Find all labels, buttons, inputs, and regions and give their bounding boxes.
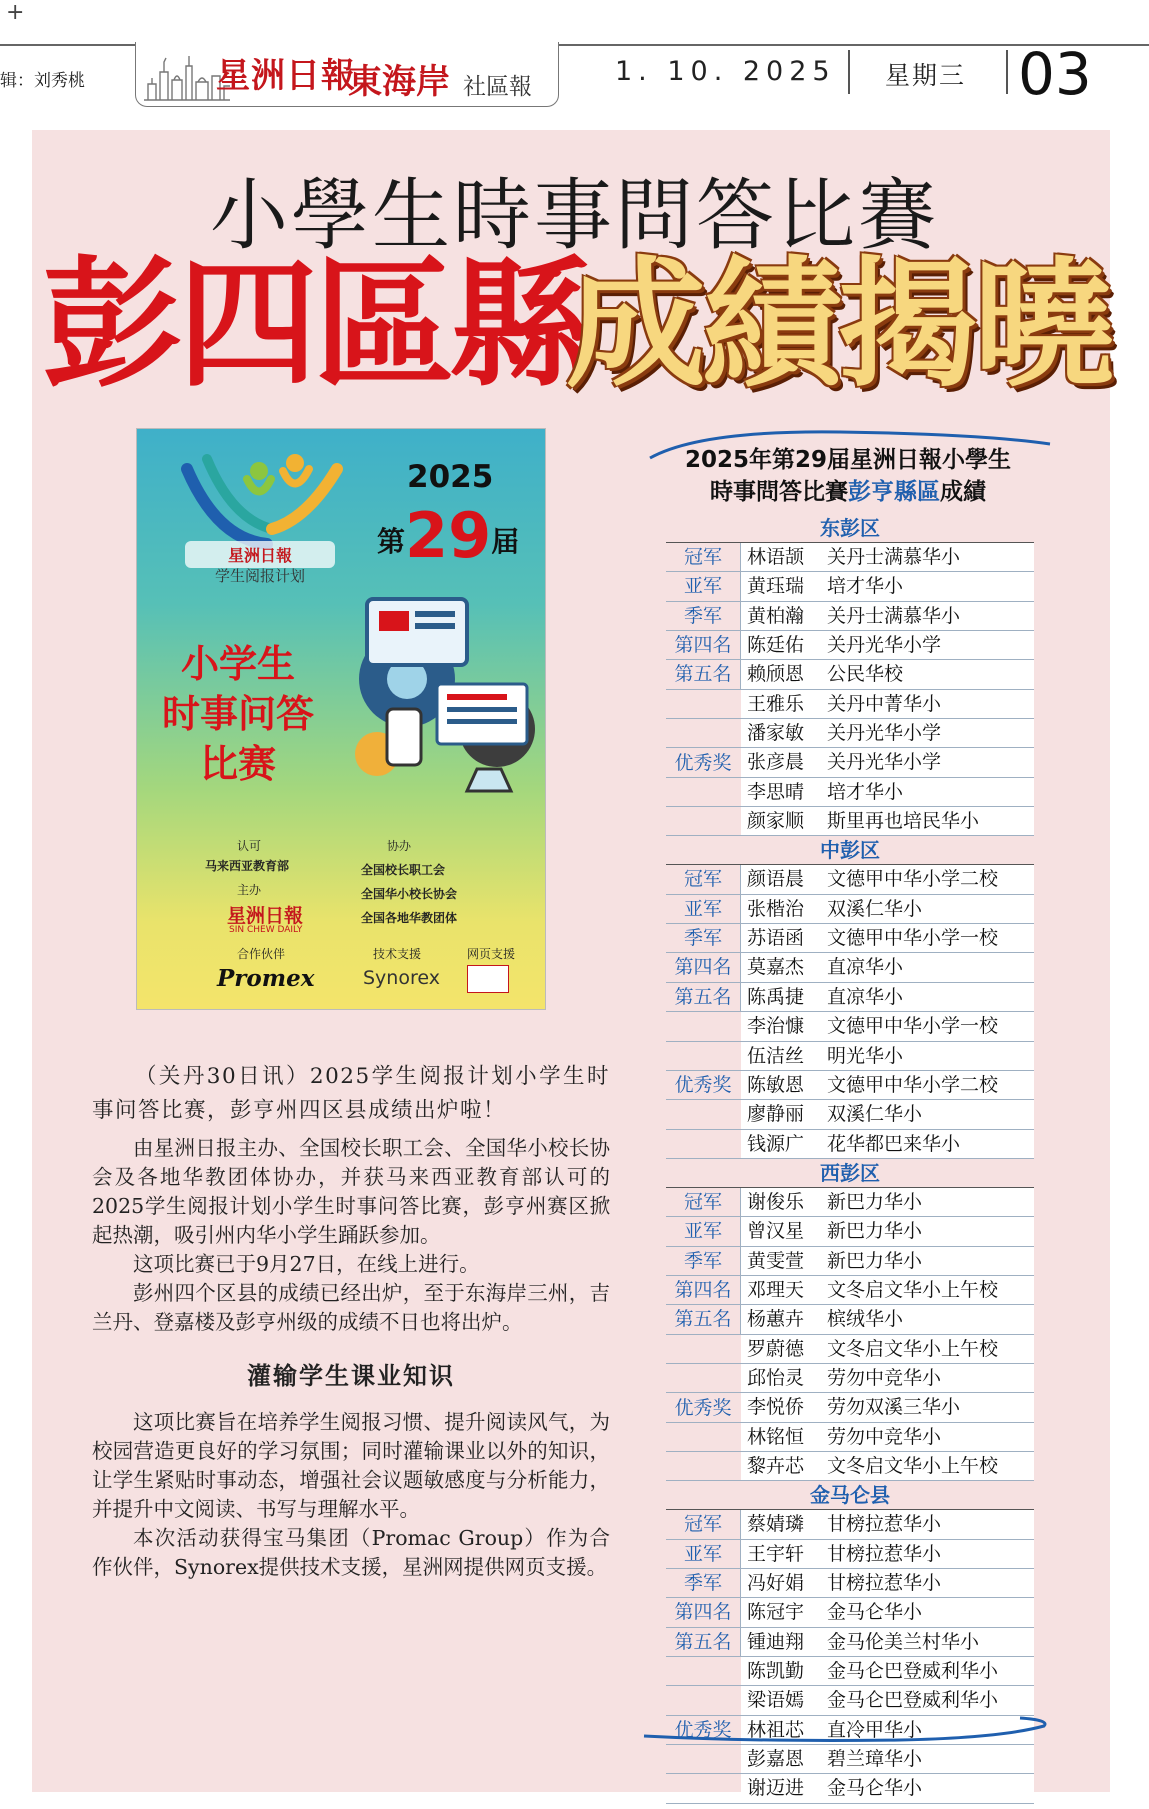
winner-cell [741,602,1034,630]
assist-1: 全国校长职工会 [361,863,446,877]
edition-prefix: 第 [377,525,406,558]
rank-cell: 亚军 [666,1217,741,1245]
table-row [666,1569,1034,1598]
issue-weekday: 星期三 [885,61,967,90]
student-name: 苏语函 [747,927,805,950]
merit-award-label: 优秀奖 [674,1396,732,1419]
district-header: 中彭区 [666,836,1034,865]
table-row [666,895,1034,924]
article-body [92,1060,610,1582]
student-name: 黄珏瑞 [747,575,805,598]
winner-cell [741,1042,1034,1070]
student-name: 王宇轩 [747,1542,805,1565]
student-name: 蔡婧璘 [747,1513,805,1536]
table-row [666,572,1034,601]
table-row [666,778,1034,807]
school-name: 关丹光华小学 [827,751,942,774]
table-row [666,1247,1034,1276]
table-row [666,1598,1034,1627]
rank-cell: 第五名 [666,660,741,688]
table-row [666,1335,1034,1364]
results-title-line: 2025年第29届星洲日報小學生 [684,447,1012,473]
student-name: 陈凯勤 [747,1660,805,1683]
table-row [666,1305,1034,1334]
article-paragraph: 彭州四个区县的成绩已经出炉，至于东海岸三州，吉兰丹、登嘉楼及彭亨州级的成绩不日也将出炉。 [92,1281,610,1334]
rank-cell: 冠军 [666,1510,741,1538]
school-name: 劳勿双溪三华小 [827,1396,961,1419]
table-row [666,631,1034,660]
table-row [666,1510,1034,1539]
headline-main-gold: 成績揭曉 [566,244,1111,407]
school-name: 直凉华小 [827,956,904,979]
winner-cell [741,748,1034,776]
rank-cell: 冠军 [666,1188,741,1216]
event-poster [136,428,546,1010]
article-paragraph: 本次活动获得宝马集团（Promac Group）作为合作伙伴，Synorex提供技术支援，星洲网提供网页支援。 [92,1526,610,1579]
school-name: 双溪仁华小 [827,1103,923,1126]
results-title-line [648,476,1048,508]
winner-cell [741,1540,1034,1568]
district-header: 东彭区 [666,514,1034,543]
student-name: 彭嘉恩 [747,1748,805,1771]
table-row [666,719,1034,748]
rank-cell: 季军 [666,602,741,630]
winner-cell [741,1510,1034,1538]
school-name: 文德甲中华小学一校 [827,927,999,950]
recognized-label: 认可 [237,839,262,853]
school-name: 新巴力华小 [827,1220,923,1243]
merit-award-label: 优秀奖 [674,1073,732,1096]
school-name: 新巴力华小 [827,1249,923,1272]
winner-cell [741,1686,1034,1714]
student-name: 锺迪翔 [747,1630,805,1653]
winner-cell [741,690,1034,718]
student-name: 黄雯萱 [747,1249,805,1272]
assist-3: 全国各地华教团体 [361,911,458,925]
school-name: 文德甲中华小学二校 [827,868,999,891]
table-row [666,1364,1034,1393]
winner-cell [741,1305,1034,1333]
bottom-swoosh-icon [640,1712,1060,1752]
winner-cell [741,719,1034,747]
school-name: 文德甲中华小学二校 [827,1073,999,1096]
student-name: 林祖芯 [747,1718,805,1741]
article-subheading: 灌输学生课业知识 [247,1361,455,1390]
rank-cell: 第五名 [666,1628,741,1656]
school-name: 直冷甲华小 [827,1718,923,1741]
article-paragraph: 这项比赛已于9月27日，在线上进行。 [133,1252,480,1276]
header-divider [1006,50,1008,94]
winner-cell [741,865,1034,893]
school-name: 金马仑华小 [827,1601,923,1624]
winner-cell [741,983,1034,1011]
rank-cell: 第五名 [666,983,741,1011]
school-name: 文冬启文华小上午校 [827,1337,999,1360]
school-name: 关丹士满慕华小 [827,546,961,568]
student-name: 邱怡灵 [747,1366,805,1389]
student-name: 谢俊乐 [747,1190,805,1213]
student-name: 谢迈进 [747,1777,805,1800]
table-row [666,953,1034,982]
merit-award-label: 优秀奖 [674,751,732,774]
winner-cell [741,1569,1034,1597]
student-name: 李治慷 [747,1015,805,1038]
edition-suffix: 届 [491,525,520,558]
student-name: 罗蔚德 [747,1337,805,1360]
organizer-logo: 星洲日報 [227,905,304,927]
tech-label: 技术支援 [373,947,422,961]
district-header: 西彭区 [666,1159,1034,1188]
winner-cell [741,1188,1034,1216]
winner-cell [741,807,1034,835]
table-row [666,1540,1034,1569]
rank-cell: 冠军 [666,865,741,893]
student-name: 梁语嫣 [747,1689,805,1712]
winner-cell [741,631,1034,659]
headline-kicker: 小學生時事問答比賽 [209,171,939,261]
school-name: 文冬启文华小上午校 [827,1454,999,1477]
rank-cell: 冠军 [666,543,741,571]
student-name: 李悦侨 [747,1396,805,1419]
winner-cell [741,953,1034,981]
winner-cell [741,1423,1034,1451]
table-row [666,690,1034,719]
rank-cell: 亚军 [666,572,741,600]
web-logo-icon [467,965,509,993]
school-name: 文德甲中华小学一校 [827,1015,999,1038]
poster-year: 2025 [407,459,494,495]
school-name: 关丹士满慕华小 [827,604,961,627]
results-title-part: 成績 [940,479,986,505]
tech-logo: Synorex [363,967,440,989]
school-name: 劳勿中竞华小 [827,1425,942,1448]
masthead-subtitle: 社區報 [463,74,532,100]
reading-program-logo-icon [177,449,347,549]
school-name: 新巴力华小 [827,1190,923,1213]
winner-cell [741,1071,1034,1099]
school-name: 金马仑华小 [827,1777,923,1800]
student-name: 莫嘉杰 [747,956,805,979]
poster-brand: 星洲日報 [185,541,335,568]
results-table [666,514,1034,1804]
recognized-by: 马来西亚教育部 [205,859,290,873]
partner-logo: Promex [217,965,315,992]
page-number: 03 [1018,40,1092,108]
school-name: 公民华校 [827,663,904,686]
winner-cell [741,1247,1034,1275]
region-name: 東海岸 [348,62,450,102]
rank-cell: 第四名 [666,631,741,659]
winner-cell [741,895,1034,923]
poster-title-line: 小学生 [180,642,295,686]
winner-cell [741,1276,1034,1304]
table-row [666,865,1034,894]
organizer-label: 主办 [237,883,262,897]
headline-main-red: 彭四區縣 [42,244,587,407]
rank-cell: 季军 [666,1247,741,1275]
poster-title-line: 时事问答 [161,692,314,736]
assist-label: 协办 [387,839,412,853]
school-name: 双溪仁华小 [827,897,923,920]
school-name: 直凉华小 [827,985,904,1008]
student-name: 张楷治 [747,897,805,920]
poster-edition [377,499,519,572]
student-name: 林语颉 [747,546,805,568]
rank-cell: 第四名 [666,1276,741,1304]
web-label: 网页支援 [467,947,516,961]
student-name: 陈敏恩 [747,1073,805,1096]
school-name: 培才华小 [827,575,904,598]
table-row [666,1774,1034,1803]
winner-cell [741,1217,1034,1245]
table-row [666,983,1034,1012]
rank-cell: 亚军 [666,895,741,923]
table-row [666,1217,1034,1246]
poster-brand-sub: 学生阅报计划 [214,567,305,585]
school-name: 甘榜拉惹华小 [827,1513,942,1536]
rank-cell: 第五名 [666,1305,741,1333]
student-name: 赖颀恩 [747,663,805,686]
table-row [666,807,1034,836]
edition-number: 29 [405,499,492,572]
school-name: 关丹光华小学 [827,634,942,657]
student-name: 陈禹捷 [747,985,805,1008]
poster-title-line: 比赛 [199,742,276,786]
student-name: 颜语晨 [747,868,805,891]
school-name: 关丹光华小学 [827,722,942,745]
table-row [666,1012,1034,1041]
school-name: 槟绒华小 [827,1308,904,1331]
winner-cell [741,1628,1034,1656]
winner-cell [741,924,1034,952]
student-name: 钱源广 [747,1132,805,1155]
student-name: 陈廷佑 [747,634,805,657]
issue-date: 1. 10. 2025 [615,56,836,87]
student-name: 颜家顺 [747,810,805,833]
school-name: 金马仑巴登威利华小 [827,1660,999,1683]
rank-cell: 季军 [666,924,741,952]
student-name: 林铭恒 [747,1425,805,1448]
student-name: 李思晴 [747,780,805,803]
student-name: 潘家敏 [747,722,805,745]
rank-cell: 亚军 [666,1540,741,1568]
table-row [666,924,1034,953]
winner-cell [741,1452,1034,1480]
results-title-part: 時事問答比賽 [710,479,848,505]
school-name: 甘榜拉惹华小 [827,1542,942,1565]
table-row [666,1188,1034,1217]
winner-cell [741,1774,1034,1802]
winner-cell [741,1012,1034,1040]
school-name: 明光华小 [827,1044,904,1067]
student-name: 陈冠宇 [747,1601,805,1624]
winner-cell [741,1130,1034,1158]
table-row [666,1628,1034,1657]
winner-cell [741,1364,1034,1392]
school-name: 甘榜拉惹华小 [827,1572,942,1594]
poster-title [153,639,323,789]
winner-cell [741,572,1034,600]
winner-cell [741,1100,1034,1128]
district-header: 金马仑县 [666,1481,1034,1510]
student-name: 曾汉星 [747,1220,805,1243]
school-name: 文冬启文华小上午校 [827,1278,999,1301]
school-name: 花华都巴来华小 [827,1132,961,1155]
editor-credit: 辑：刘秀桃 [0,71,85,91]
article-paragraph: 由星洲日报主办、全国校长职工会、全国华小校长协会及各地华教团体协办，并获马来西亚教育部认可的2025学生阅报计划小学生时事问答比赛，彭亨州赛区掀起热潮，吸引州内华小学生踊跃参加。 [92,1136,610,1247]
rank-cell: 季军 [666,1569,741,1597]
header-divider [848,50,850,94]
winner-cell [741,1598,1034,1626]
student-name: 廖静丽 [747,1103,805,1126]
table-row [666,1657,1034,1686]
rank-cell: 第四名 [666,1598,741,1626]
winner-cell [741,778,1034,806]
results-title-highlight: 彭亨縣區 [848,479,940,505]
school-name: 斯里再也培民华小 [827,810,980,833]
winner-cell [741,1335,1034,1363]
table-row [666,543,1034,572]
article-paragraph: 这项比赛旨在培养学生阅报习惯、提升阅读风气，为校园营造更良好的学习氛围；同时灌输课业以外的知识，让学生紧贴时事动态，增强社会议题敏感度与分析能力，并提升中文阅读、书写与理解水平。 [92,1410,610,1521]
table-row [666,1423,1034,1452]
school-name: 金马伦美兰村华小 [827,1630,980,1653]
winner-cell [741,660,1034,688]
student-name: 王雅乐 [747,692,805,715]
student-name: 邓理天 [747,1278,805,1301]
paper-name: 星洲日報 [216,56,356,96]
add-tab-icon[interactable]: + [6,0,25,25]
student-name: 黎卉芯 [747,1454,805,1477]
student-name: 杨蕙卉 [747,1308,805,1331]
student-name: 伍洁丝 [747,1044,805,1067]
assist-2: 全国华小校长协会 [361,887,458,901]
masthead [135,42,559,107]
organizer-en: SIN CHEW DAILY [229,925,303,935]
rank-cell: 第四名 [666,953,741,981]
school-name: 碧兰璋华小 [827,1748,923,1771]
student-name: 冯好娟 [747,1572,805,1594]
winner-cell [741,1393,1034,1421]
school-name: 劳勿中竞华小 [827,1366,942,1389]
school-name: 培才华小 [827,780,904,803]
table-row [666,1130,1034,1159]
school-name: 金马仑巴登威利华小 [827,1689,999,1712]
table-row [666,660,1034,689]
school-name: 关丹中菁华小 [827,692,942,715]
merit-award-label: 优秀奖 [674,1718,732,1741]
table-row [666,602,1034,631]
table-row [666,1452,1034,1481]
student-name: 黄柏瀚 [747,604,805,627]
student-name: 张彦晨 [747,751,805,774]
results-title [648,444,1048,508]
table-row [666,1276,1034,1305]
article-lead: （关丹30日讯）2025学生阅报计划小学生时事问答比赛，彭亨州四区县成绩出炉啦！ [92,1064,610,1123]
tech-gears-illustration-icon [327,579,546,799]
table-row [666,1042,1034,1071]
table-row [666,1100,1034,1129]
partner-label: 合作伙伴 [237,947,286,961]
winner-cell [741,1657,1034,1685]
winner-cell [741,543,1034,571]
